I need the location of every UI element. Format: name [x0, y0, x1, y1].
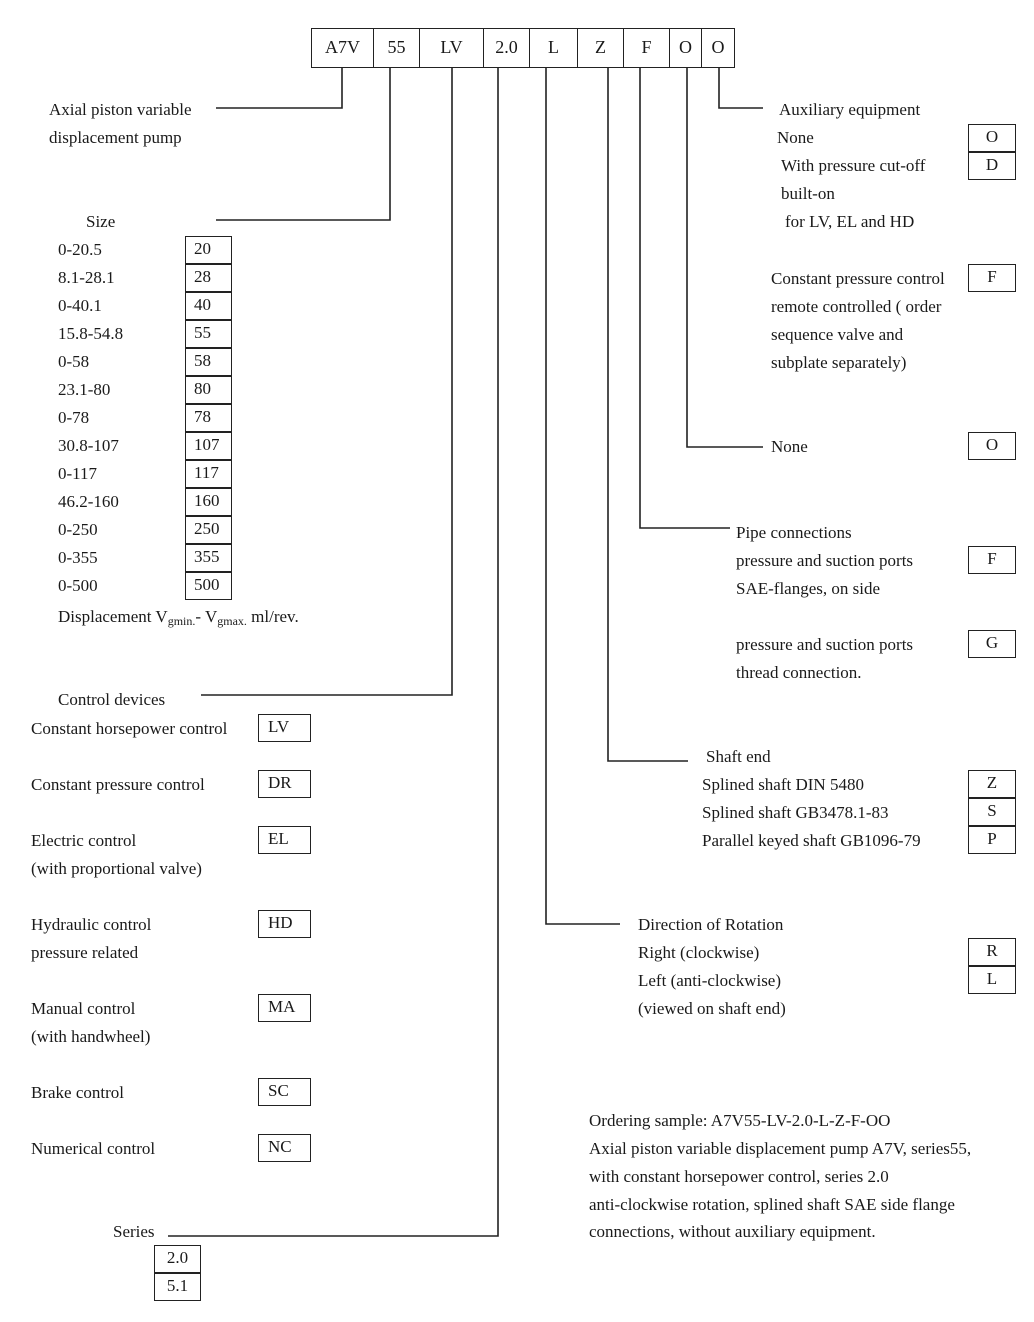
control-label-line2: pressure related — [31, 943, 139, 962]
ordering-line4: anti-clockwise rotation, splined shaft SAE side flange — [589, 1195, 955, 1214]
size-range: 0-58 — [58, 352, 90, 371]
header-box-aux: O — [701, 28, 735, 68]
pipe-f-line1: pressure and suction ports — [736, 551, 914, 570]
header-box-control: LV — [419, 28, 484, 68]
pipe-f-line2: SAE-flanges, on side — [736, 579, 881, 598]
header-box-shaft: Z — [577, 28, 624, 68]
control-label: Manual control — [31, 999, 136, 1018]
aux-cp-code: F — [968, 264, 1016, 292]
aux-cp-line1: Constant pressure control — [771, 269, 945, 288]
size-code: 78 — [185, 404, 232, 432]
size-code: 107 — [185, 432, 232, 460]
size-code: 355 — [185, 544, 232, 572]
size-range: 15.8-54.8 — [58, 324, 124, 343]
size-code: 250 — [185, 516, 232, 544]
ordering-line3: with constant horsepower control, series 2.0 — [589, 1167, 889, 1186]
size-code: 160 — [185, 488, 232, 516]
control-label: Hydraulic control — [31, 915, 152, 934]
pipe-g-line2: thread connection. — [736, 663, 862, 682]
header-box-rotation: L — [529, 28, 578, 68]
size-range: 0-40.1 — [58, 296, 102, 315]
control-label: Brake control — [31, 1083, 124, 1102]
size-code: 58 — [185, 348, 232, 376]
size-code: 40 — [185, 292, 232, 320]
size-range: 0-500 — [58, 576, 98, 595]
size-code: 55 — [185, 320, 232, 348]
control-label: Electric control — [31, 831, 137, 850]
size-range: 23.1-80 — [58, 380, 111, 399]
control-title: Control devices — [58, 690, 166, 709]
ordering-line1: Ordering sample: A7V55-LV-2.0-L-Z-F-OO — [589, 1111, 891, 1130]
aux-cp-line3: sequence valve and — [771, 325, 904, 344]
size-range: 0-117 — [58, 464, 98, 483]
control-code: HD — [258, 910, 311, 938]
control-label: Numerical control — [31, 1139, 156, 1158]
pipe-f-code: F — [968, 546, 1016, 574]
pump-label-line1: Axial piston variable — [49, 100, 192, 119]
rotation-right-label: Right (clockwise) — [638, 943, 760, 962]
aux-cutoff-line3: for LV, EL and HD — [785, 212, 915, 231]
rotation-left-code: L — [968, 966, 1016, 994]
header-box-series: 2.0 — [483, 28, 530, 68]
shaft-item-label: Splined shaft GB3478.1-83 — [702, 803, 889, 822]
pump-label-line2: displacement pump — [49, 128, 182, 147]
none-code: O — [968, 432, 1016, 460]
control-code: MA — [258, 994, 311, 1022]
shaft-item-code: Z — [968, 770, 1016, 798]
control-code: LV — [258, 714, 311, 742]
header-box-pipe: F — [623, 28, 670, 68]
none-label: None — [771, 437, 808, 456]
rotation-right-code: R — [968, 938, 1016, 966]
rotation-left-label: Left (anti-clockwise) — [638, 971, 782, 990]
size-range: 30.8-107 — [58, 436, 119, 455]
shaft-item-label: Parallel keyed shaft GB1096-79 — [702, 831, 921, 850]
shaft-item-code: S — [968, 798, 1016, 826]
rotation-title: Direction of Rotation — [638, 915, 784, 934]
size-code: 20 — [185, 236, 232, 264]
header-box-size: 55 — [373, 28, 420, 68]
control-code: SC — [258, 1078, 311, 1106]
shaft-item-label: Splined shaft DIN 5480 — [702, 775, 864, 794]
size-range: 0-20.5 — [58, 240, 102, 259]
control-code: EL — [258, 826, 311, 854]
pipe-g-code: G — [968, 630, 1016, 658]
ordering-line2: Axial piston variable displacement pump A7V, series55, — [589, 1139, 972, 1158]
rotation-note: (viewed on shaft end) — [638, 999, 786, 1018]
size-range: 0-250 — [58, 520, 98, 539]
aux-none-code: O — [968, 124, 1016, 152]
size-code: 80 — [185, 376, 232, 404]
aux-cutoff-line2: built-on — [781, 184, 835, 203]
control-label: Constant pressure control — [31, 775, 205, 794]
size-code: 500 — [185, 572, 232, 600]
shaft-item-code: P — [968, 826, 1016, 854]
header-box-series-type: A7V — [311, 28, 374, 68]
control-label: Constant horsepower control — [31, 719, 228, 738]
control-code: NC — [258, 1134, 311, 1162]
aux-cp-line4: subplate separately) — [771, 353, 907, 372]
pipe-title: Pipe connections — [736, 523, 852, 542]
aux-cp-line2: remote controlled ( order — [771, 297, 942, 316]
shaft-title: Shaft end — [706, 747, 771, 766]
control-code: DR — [258, 770, 311, 798]
size-range: 0-355 — [58, 548, 98, 567]
control-label-line2: (with handwheel) — [31, 1027, 151, 1046]
aux-title: Auxiliary equipment — [779, 100, 921, 119]
aux-none-label: None — [777, 128, 814, 147]
header-box-none: O — [669, 28, 702, 68]
displacement-note: Displacement $V_{gmin.}-$ $V_{gmax.}$ ml/rev. — [58, 607, 299, 628]
series-code-5-1: 5.1 — [154, 1273, 201, 1301]
size-title: Size — [86, 212, 116, 231]
size-code: 117 — [185, 460, 232, 488]
size-range: 8.1-28.1 — [58, 268, 115, 287]
series-code-2-0: 2.0 — [154, 1245, 201, 1273]
series-title: Series — [113, 1222, 155, 1241]
size-code: 28 — [185, 264, 232, 292]
size-range: 0-78 — [58, 408, 90, 427]
size-range: 46.2-160 — [58, 492, 119, 511]
pipe-g-line1: pressure and suction ports — [736, 635, 914, 654]
aux-cutoff-line1: With pressure cut-off — [781, 156, 926, 175]
control-label-line2: (with proportional valve) — [31, 859, 202, 878]
aux-cutoff-code: D — [968, 152, 1016, 180]
ordering-line5: connections, without auxiliary equipment. — [589, 1222, 876, 1241]
